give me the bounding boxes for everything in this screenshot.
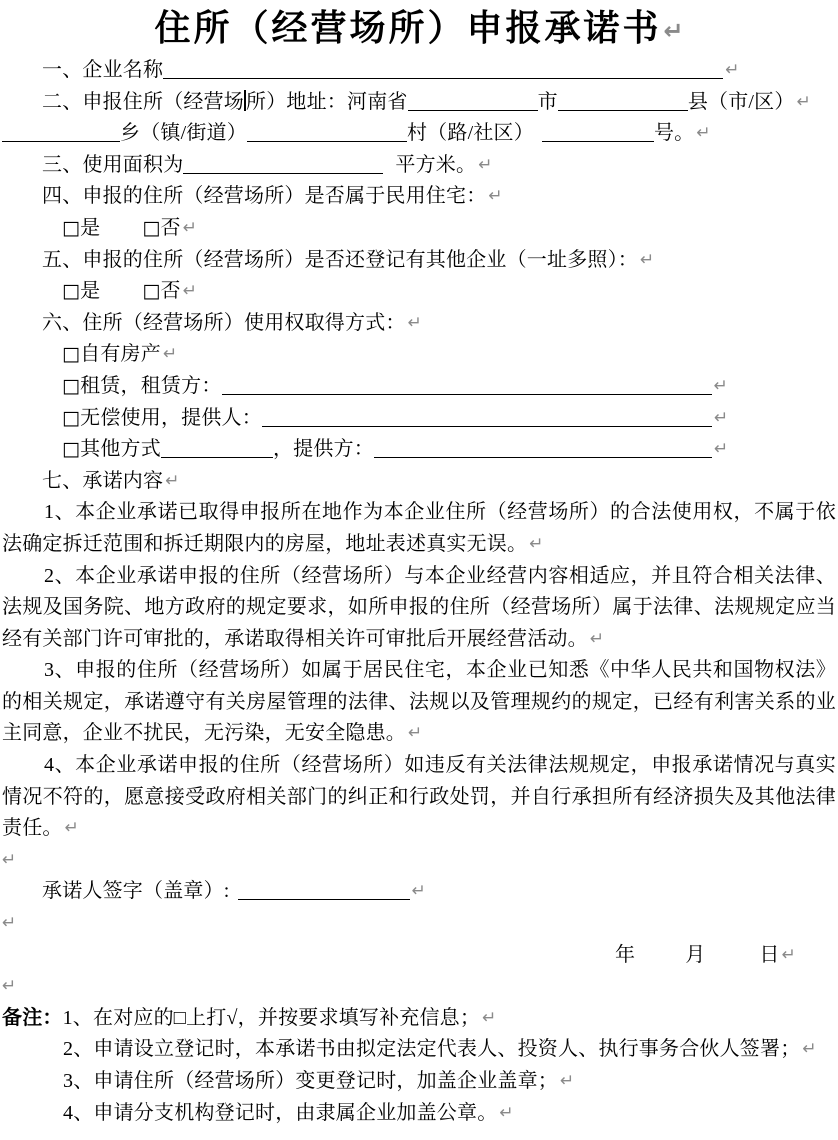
paragraph-mark-icon: ↵ xyxy=(2,849,17,870)
item-2-village-label: 村（路/社区） xyxy=(406,122,534,145)
blank-town[interactable] xyxy=(2,119,120,142)
empty-paragraph xyxy=(2,971,836,1003)
checkbox-free-use-icon[interactable]: □ xyxy=(62,406,81,429)
paragraph-mark-icon: ↵ xyxy=(165,470,180,491)
item-1-company-name xyxy=(2,55,836,87)
paragraph-mark-icon: ↵ xyxy=(2,976,17,997)
paragraph-mark-icon: ↵ xyxy=(713,407,729,428)
item-4-options xyxy=(2,213,836,245)
item-6-label: 六、住所（经营场所）使用权取得方式： xyxy=(42,311,406,334)
paragraph-mark-icon: ↵ xyxy=(182,281,197,302)
item-5-options xyxy=(2,276,836,308)
empty-paragraph xyxy=(2,845,836,877)
item-3-unit-label: 平方米。 xyxy=(395,153,477,176)
option-no-label: 否 xyxy=(160,280,181,303)
item-6-option-lease xyxy=(2,371,836,403)
notes-item-3: 3、申请住所（经营场所）变更登记时，加盖企业盖章； xyxy=(63,1070,558,1092)
paragraph-mark-icon: ↵ xyxy=(499,1102,514,1123)
item-4-question xyxy=(2,181,836,213)
empty-paragraph xyxy=(2,908,836,940)
item-5-question xyxy=(2,245,836,277)
paragraph-mark-icon: ↵ xyxy=(713,375,728,396)
paragraph-mark-icon: ↵ xyxy=(560,1071,575,1091)
date-month-label: 月 xyxy=(685,943,706,966)
item-5-label: 五、申报的住所（经营场所）是否还登记有其他企业（一址多照）： xyxy=(42,248,638,271)
paragraph-mark-icon: ↵ xyxy=(696,123,711,144)
paragraph-mark-icon: ↵ xyxy=(802,1039,817,1060)
blank-street-number[interactable] xyxy=(542,119,654,142)
signature-line xyxy=(2,876,836,908)
paragraph-mark-icon: ↵ xyxy=(482,1007,497,1028)
option-other-provider-label: ，提供方： xyxy=(272,438,374,461)
commitment-paragraph-1 xyxy=(2,497,836,560)
date-line xyxy=(2,940,836,972)
paragraph-mark-icon: ↵ xyxy=(408,723,423,744)
signature-label: 承诺人签字（盖章）: xyxy=(42,880,230,903)
document-title-text: 住所（经营场所）申报承诺书 xyxy=(154,8,662,48)
checkbox-no-icon[interactable]: □ xyxy=(142,216,161,239)
notes-line-3 xyxy=(2,1066,836,1098)
date-year-label: 年 xyxy=(615,943,636,966)
blank-lessor[interactable] xyxy=(222,372,712,395)
notes-line-4 xyxy=(2,1098,836,1130)
blank-area[interactable] xyxy=(183,151,383,174)
document-title xyxy=(2,4,836,55)
paragraph-mark-icon: ↵ xyxy=(529,533,544,554)
checkbox-own-property-icon[interactable]: □ xyxy=(62,343,81,366)
blank-other-provider[interactable] xyxy=(374,435,712,458)
paragraph-mark-icon: ↵ xyxy=(663,17,684,45)
blank-company-name[interactable] xyxy=(163,56,723,79)
paragraph-mark-icon: ↵ xyxy=(64,818,79,839)
item-2-label-post: 所）地址：河南省 xyxy=(246,90,408,113)
paragraph-mark-icon: ↵ xyxy=(478,154,493,175)
paragraph-1-text: 1、本企业承诺已取得申报所在地作为本企业住所（经营场所）的合法使用权，不属于依法确定拆迁范围和拆迁期限内的房屋，地址表述真实无误。 xyxy=(2,501,836,555)
notes-line-1 xyxy=(2,1003,836,1035)
blank-provider-person[interactable] xyxy=(262,404,712,427)
notes-item-2: 2、申请设立登记时，本承诺书由拟定法定代表人、投资人、执行事务合伙人签署； xyxy=(63,1038,801,1061)
notes-line-2 xyxy=(2,1034,836,1066)
item-7-heading xyxy=(2,466,836,498)
paragraph-mark-icon: ↵ xyxy=(713,439,729,460)
checkbox-lease-icon[interactable]: □ xyxy=(62,374,81,397)
paragraph-mark-icon: ↵ xyxy=(488,186,503,207)
option-no-label: 否 xyxy=(160,216,181,239)
item-2-number-label: 号。 xyxy=(653,122,695,145)
blank-city[interactable] xyxy=(408,88,538,111)
item-2-city-label: 市 xyxy=(537,90,558,113)
paragraph-mark-icon: ↵ xyxy=(725,60,740,80)
commitment-paragraph-2 xyxy=(2,561,836,656)
item-1-label: 一、企业名称 xyxy=(42,59,164,81)
checkbox-yes-icon[interactable]: □ xyxy=(62,216,81,239)
item-6-option-own xyxy=(2,339,836,371)
item-2-address-row1 xyxy=(2,87,836,119)
option-lease-label: 租赁，租赁方： xyxy=(80,374,222,397)
blank-village[interactable] xyxy=(247,119,407,142)
item-3-label: 三、使用面积为 xyxy=(42,153,184,176)
checkbox-yes-icon[interactable]: □ xyxy=(62,280,81,303)
checkbox-other-icon[interactable]: □ xyxy=(62,438,81,461)
paragraph-3-text: 3、申报的住所（经营场所）如属于居民住宅，本企业已知悉《中华人民共和国物权法》的相关规定，承诺遵守有关房屋管理的法律、法规以及管理规约的规定，已经有利害关系的业主同意，企业不扰民，无污染，无安全隐患。 xyxy=(2,659,836,745)
option-yes-label: 是 xyxy=(80,216,101,239)
paragraph-mark-icon: ↵ xyxy=(182,217,197,238)
paragraph-mark-icon: ↵ xyxy=(796,91,811,112)
option-yes-label: 是 xyxy=(80,280,101,303)
item-6-question xyxy=(2,308,836,340)
blank-signature[interactable] xyxy=(238,877,410,900)
item-6-option-free-use xyxy=(2,403,836,435)
item-2-address-row2 xyxy=(2,118,836,150)
paragraph-mark-icon: ↵ xyxy=(162,344,178,365)
item-3-area xyxy=(2,150,836,182)
checkbox-no-icon[interactable]: □ xyxy=(142,280,161,303)
item-6-option-other xyxy=(2,434,836,466)
paragraph-mark-icon: ↵ xyxy=(640,249,655,270)
paragraph-2-text: 2、本企业承诺申报的住所（经营场所）与本企业经营内容相适应，并且符合相关法律、法规及国务院、地方政府的规定要求，如所申报的住所（经营场所）属于法律、法规规定应当经有关部门许可审批的，承诺取得相关许可审批后开展经营活动。 xyxy=(2,564,836,650)
item-2-county-label: 县（市/区） xyxy=(687,90,795,113)
date-day-label: 日 xyxy=(759,943,780,966)
item-7-label: 七、承诺内容 xyxy=(42,469,164,492)
notes-item-1: 1、在对应的□上打√，并按要求填写补充信息； xyxy=(62,1006,481,1029)
notes-label: 备注： xyxy=(2,1006,63,1029)
paragraph-4-text: 4、本企业承诺申报的住所（经营场所）如违反有关法律法规规定，申报承诺情况与真实情况不符的，愿意接受政府相关部门的纠正和行政处罚，并自行承担所有经济损失及其他法律责任。 xyxy=(2,754,836,840)
option-other-label: 其他方式 xyxy=(80,438,161,461)
commitment-paragraph-4 xyxy=(2,750,836,845)
item-2-label-pre: 二、申报住所（经营场 xyxy=(42,90,244,113)
paragraph-mark-icon: ↵ xyxy=(781,944,796,965)
blank-county[interactable] xyxy=(558,88,688,111)
option-free-use-label: 无偿使用，提供人： xyxy=(80,406,262,429)
option-own-property-label: 自有房产 xyxy=(80,343,161,366)
paragraph-mark-icon: ↵ xyxy=(2,913,17,934)
notes-item-4: 4、申请分支机构登记时，由隶属企业加盖公章。 xyxy=(63,1101,498,1124)
blank-other-method[interactable] xyxy=(161,435,273,458)
commitment-paragraph-3 xyxy=(2,655,836,750)
item-2-town-label: 乡（镇/街道） xyxy=(120,122,247,145)
paragraph-mark-icon: ↵ xyxy=(589,628,605,649)
paragraph-mark-icon: ↵ xyxy=(411,881,426,902)
paragraph-mark-icon: ↵ xyxy=(407,312,422,333)
item-4-label: 四、申报的住所（经营场所）是否属于民用住宅： xyxy=(42,185,487,208)
